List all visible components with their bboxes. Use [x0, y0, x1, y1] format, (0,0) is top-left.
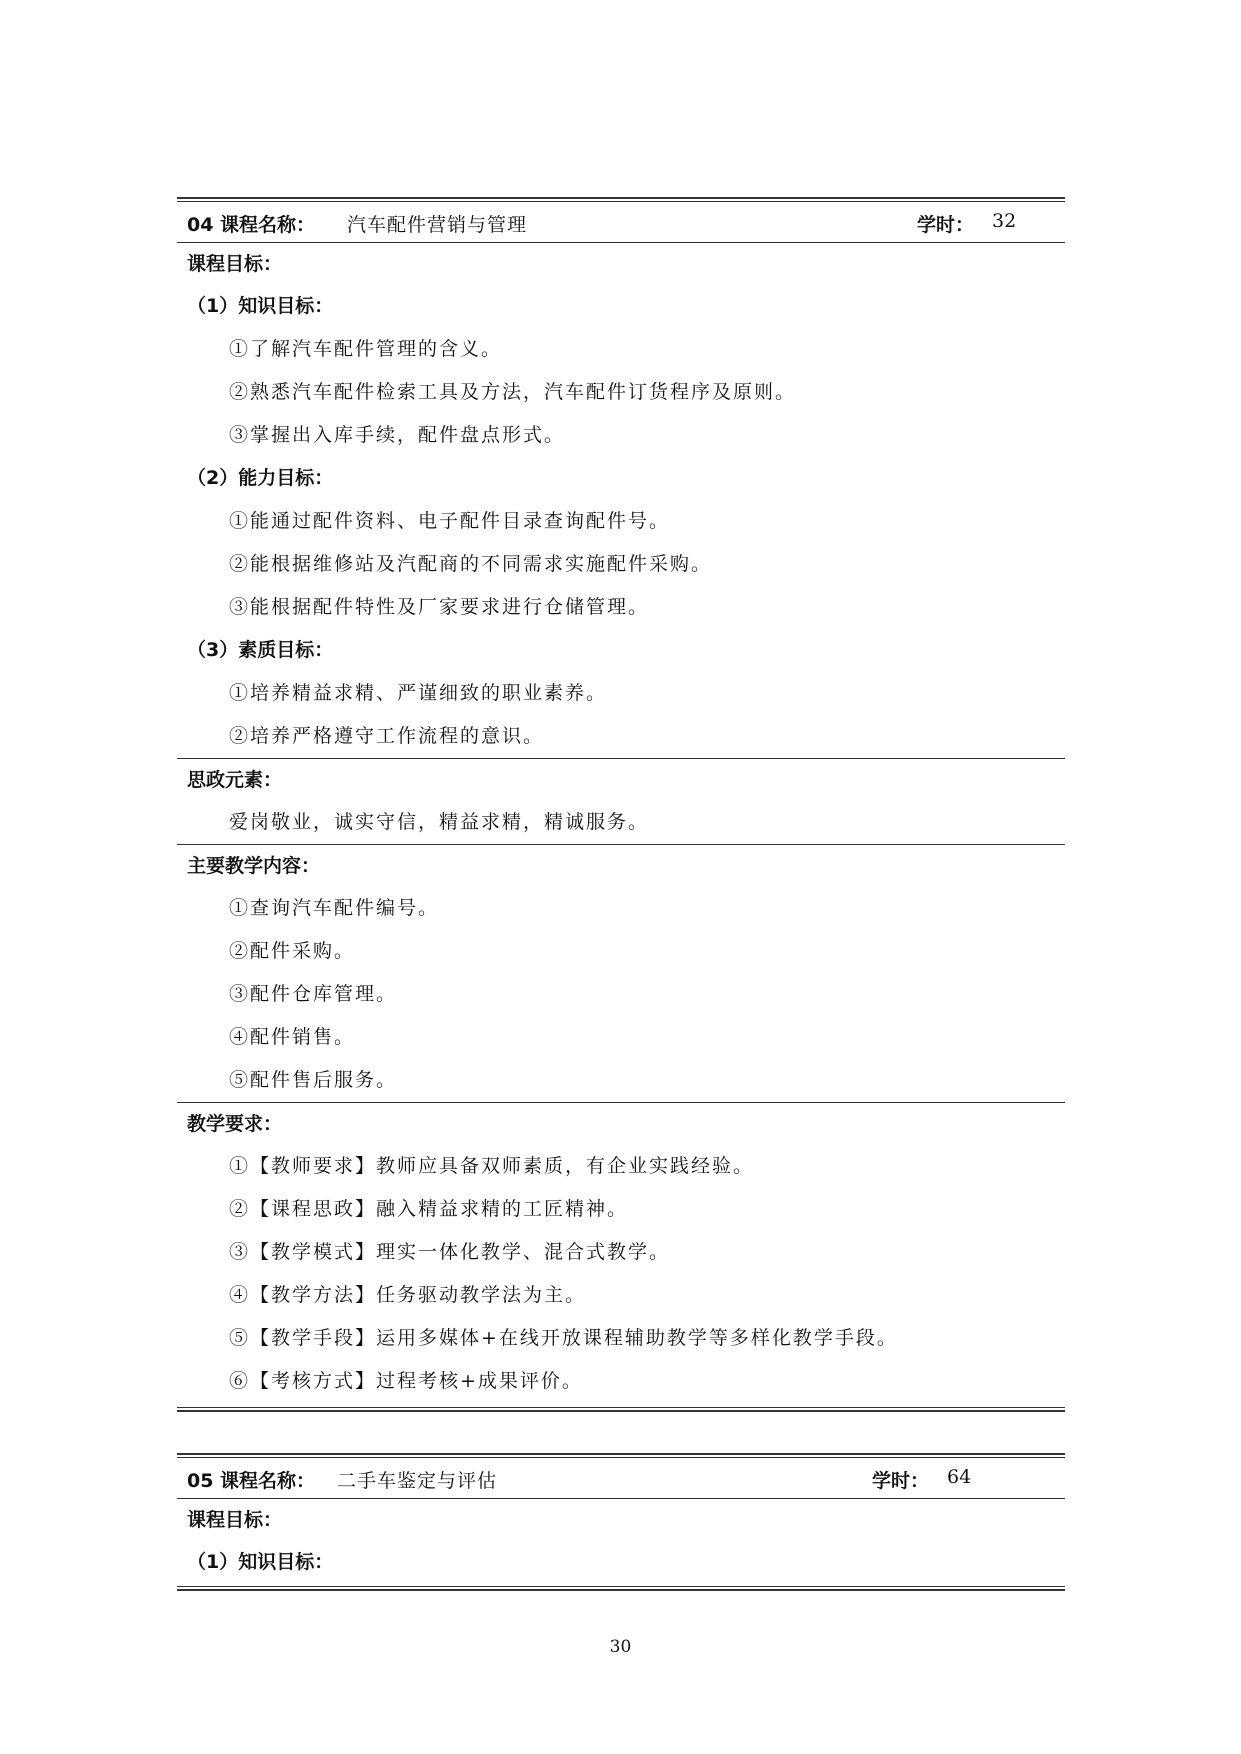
- course-name: 二手车鉴定与评估: [337, 1470, 498, 1492]
- list-item: ②【课程思政】融入精益求精的工匠精神。: [229, 1198, 629, 1220]
- list-item: ⑤【教学手段】运用多媒体+在线开放课程辅助教学等多样化教学手段。: [229, 1327, 898, 1349]
- subheading-ability: （2）能力目标：: [187, 467, 334, 489]
- list-item: ④【教学方法】任务驱动教学法为主。: [229, 1284, 587, 1306]
- hours-label: 学时：: [917, 214, 975, 236]
- subheading-knowledge: （1）知识目标：: [187, 1551, 334, 1573]
- course-number-label: 05 课程名称：: [187, 1470, 316, 1492]
- list-item: ①能通过配件资料、电子配件目录查询配件号。: [229, 510, 671, 532]
- section-heading-ideology: 思政元素：: [187, 769, 283, 791]
- section-heading-goals: 课程目标：: [187, 1509, 283, 1531]
- list-item: ④配件销售。: [229, 1026, 356, 1048]
- section-heading-requirements: 教学要求：: [187, 1113, 283, 1135]
- list-item: ②能根据维修站及汽配商的不同需求实施配件采购。: [229, 553, 713, 575]
- course-04-table: [177, 197, 1065, 1412]
- list-item: ①查询汽车配件编号。: [229, 897, 440, 919]
- course-header: [177, 1458, 1065, 1498]
- hours-label: 学时：: [872, 1470, 930, 1492]
- list-item: ③配件仓库管理。: [229, 983, 398, 1005]
- section-heading-goals: 课程目标：: [187, 253, 283, 275]
- list-item: ①了解汽车配件管理的含义。: [229, 338, 503, 360]
- section-heading-content: 主要教学内容：: [187, 855, 321, 877]
- list-item: ⑤配件售后服务。: [229, 1069, 398, 1091]
- list-item: ③【教学模式】理实一体化教学、混合式教学。: [229, 1241, 671, 1263]
- list-item: ②熟悉汽车配件检索工具及方法，汽车配件订货程序及原则。: [229, 381, 797, 403]
- list-item: ①培养精益求精、严谨细致的职业素养。: [229, 682, 608, 704]
- list-item: ①【教师要求】教师应具备双师素质，有企业实践经验。: [229, 1155, 755, 1177]
- course-number-label: 04 课程名称：: [187, 214, 316, 236]
- page-number: 30: [609, 1637, 632, 1657]
- course-05-table: [177, 1453, 1065, 1591]
- list-item: ③能根据配件特性及厂家要求进行仓储管理。: [229, 596, 650, 618]
- list-item: ③掌握出入库手续，配件盘点形式。: [229, 424, 566, 446]
- course-name: 汽车配件营销与管理: [347, 214, 528, 236]
- table-bottom-rule: [177, 1586, 1065, 1591]
- hours-value: 64: [947, 1466, 972, 1488]
- ideology-text: 爱岗敬业，诚实守信，精益求精，精诚服务。: [229, 811, 650, 833]
- subheading-quality: （3）素质目标：: [187, 639, 334, 661]
- list-item: ②配件采购。: [229, 940, 356, 962]
- list-item: ②培养严格遵守工作流程的意识。: [229, 725, 545, 747]
- course-header: [177, 202, 1065, 242]
- hours-value: 32: [992, 210, 1017, 232]
- subheading-knowledge: （1）知识目标：: [187, 295, 334, 317]
- table-bottom-rule: [177, 1407, 1065, 1412]
- list-item: ⑥【考核方式】过程考核+成果评价。: [229, 1370, 583, 1392]
